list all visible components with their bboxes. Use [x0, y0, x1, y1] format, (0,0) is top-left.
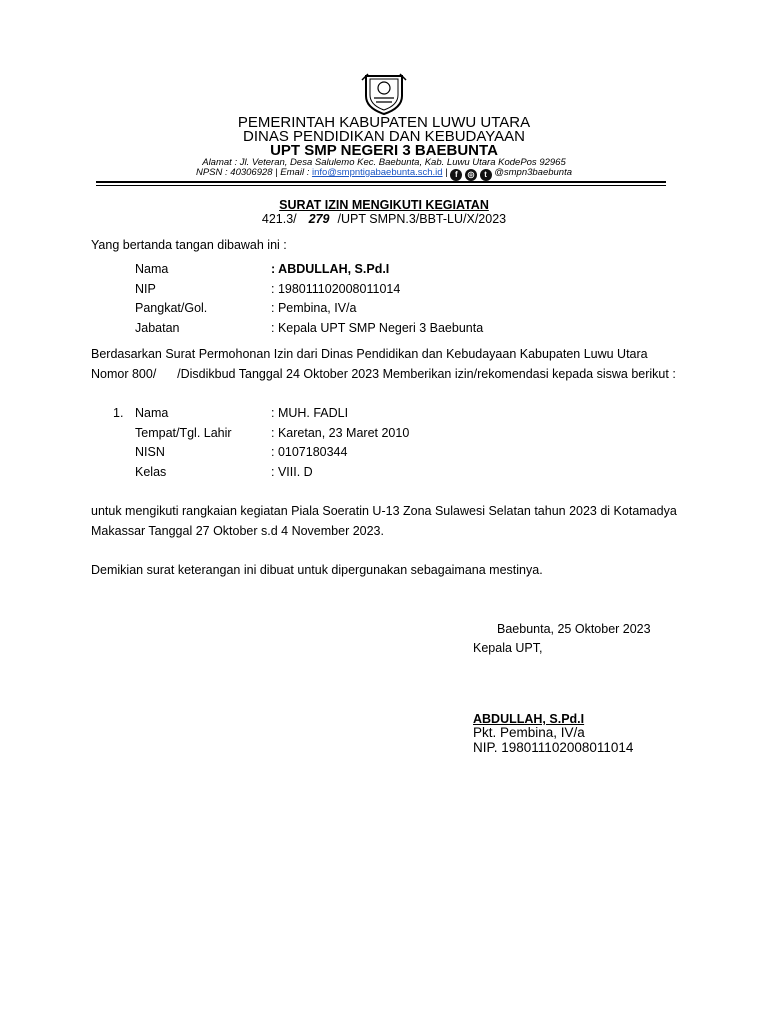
header-school-name: UPT SMP NEGERI 3 BAEBUNTA: [270, 142, 498, 159]
intro-text: Yang bertanda tangan dibawah ini :: [91, 238, 287, 252]
signer-value-rank: : Pembina, IV/a: [271, 301, 357, 315]
header-address: Alamat : Jl. Veteran, Desa Salulemo Kec. Baebunta, Kab. Luwu Utara KodePos 92965: [202, 157, 566, 168]
facebook-icon[interactable]: f: [450, 169, 462, 181]
body-paragraph-2-line-2: Makassar Tanggal 27 Oktober s.d 4 November 2023.: [91, 524, 384, 538]
student-label-birth: Tempat/Tgl. Lahir: [135, 426, 232, 440]
instagram-icon[interactable]: ◎: [465, 169, 477, 181]
signer-value-nip: : 198011102008011014: [271, 282, 401, 296]
student-label-nisn: NISN: [135, 445, 165, 459]
signer-label-rank: Pangkat/Gol.: [135, 301, 208, 315]
body-paragraph-1-line-2: Nomor 800/ /Disdikbud Tanggal 24 Oktober 2023 Memberikan izin/rekomendasi kepada siswa berikut :: [91, 367, 676, 381]
letter-number-value: 279: [308, 212, 330, 226]
separator: |: [442, 167, 451, 178]
header-government-line: PEMERINTAH KABUPATEN LUWU UTARA: [237, 114, 531, 131]
npsn-text: NPSN : 40306928 | Email :: [195, 167, 312, 178]
signature-position: Kepala UPT,: [473, 641, 543, 655]
email-link[interactable]: info@smpntigabaebunta.sch.id: [311, 167, 443, 178]
letter-number-suffix: /UPT SMPN.3/BBT-LU/X/2023: [337, 212, 507, 226]
letter-number-prefix: 421.3/: [261, 212, 297, 226]
signer-value-name: : ABDULLAH, S.Pd.I: [271, 262, 390, 276]
header-department-line: DINAS PENDIDIKAN DAN KEBUDAYAAN: [242, 128, 525, 145]
signer-label-nip: NIP: [135, 282, 156, 296]
government-emblem-logo: [360, 70, 408, 116]
student-value-class: : VIII. D: [271, 465, 313, 479]
signer-value-position: : Kepala UPT SMP Negeri 3 Baebunta: [271, 321, 484, 335]
header-contact-line: [0, 167, 768, 181]
social-handle: @smpn3baebunta: [491, 167, 573, 178]
letter-number: [0, 212, 768, 226]
student-value-nisn: : 0107180344: [271, 445, 348, 459]
student-label-name: Nama: [135, 406, 169, 420]
signature-name: ABDULLAH, S.Pd.I: [473, 712, 585, 726]
student-label-class: Kelas: [135, 465, 167, 479]
student-value-name: : MUH. FADLI: [271, 406, 349, 420]
body-paragraph-1-line-1: Berdasarkan Surat Permohonan Izin dari Dinas Pendidikan dan Kebudayaan Kabupaten Luwu Utara: [91, 347, 648, 361]
student-value-birth: : Karetan, 23 Maret 2010: [271, 426, 410, 440]
closing-text: Demikian surat keterangan ini dibuat untuk dipergunakan sebagaimana mestinya.: [91, 563, 543, 577]
body-paragraph-2-line-1: untuk mengikuti rangkaian kegiatan Piala Soeratin U-13 Zona Sulawesi Selatan tahun 2023 di Kotamadya: [91, 504, 677, 518]
letterhead-divider-thick: [96, 181, 666, 183]
signature-nip: NIP. 198011102008011014: [473, 740, 634, 755]
student-index: 1.: [113, 406, 124, 420]
signature-place-date: Baebunta, 25 Oktober 2023: [497, 622, 651, 636]
signer-label-name: Nama: [135, 262, 169, 276]
signature-rank: Pkt. Pembina, IV/a: [473, 725, 585, 740]
twitter-icon[interactable]: t: [480, 169, 492, 181]
letterhead-divider-thin: [96, 185, 666, 186]
signer-label-position: Jabatan: [135, 321, 180, 335]
letter-title: SURAT IZIN MENGIKUTI KEGIATAN: [279, 198, 489, 212]
